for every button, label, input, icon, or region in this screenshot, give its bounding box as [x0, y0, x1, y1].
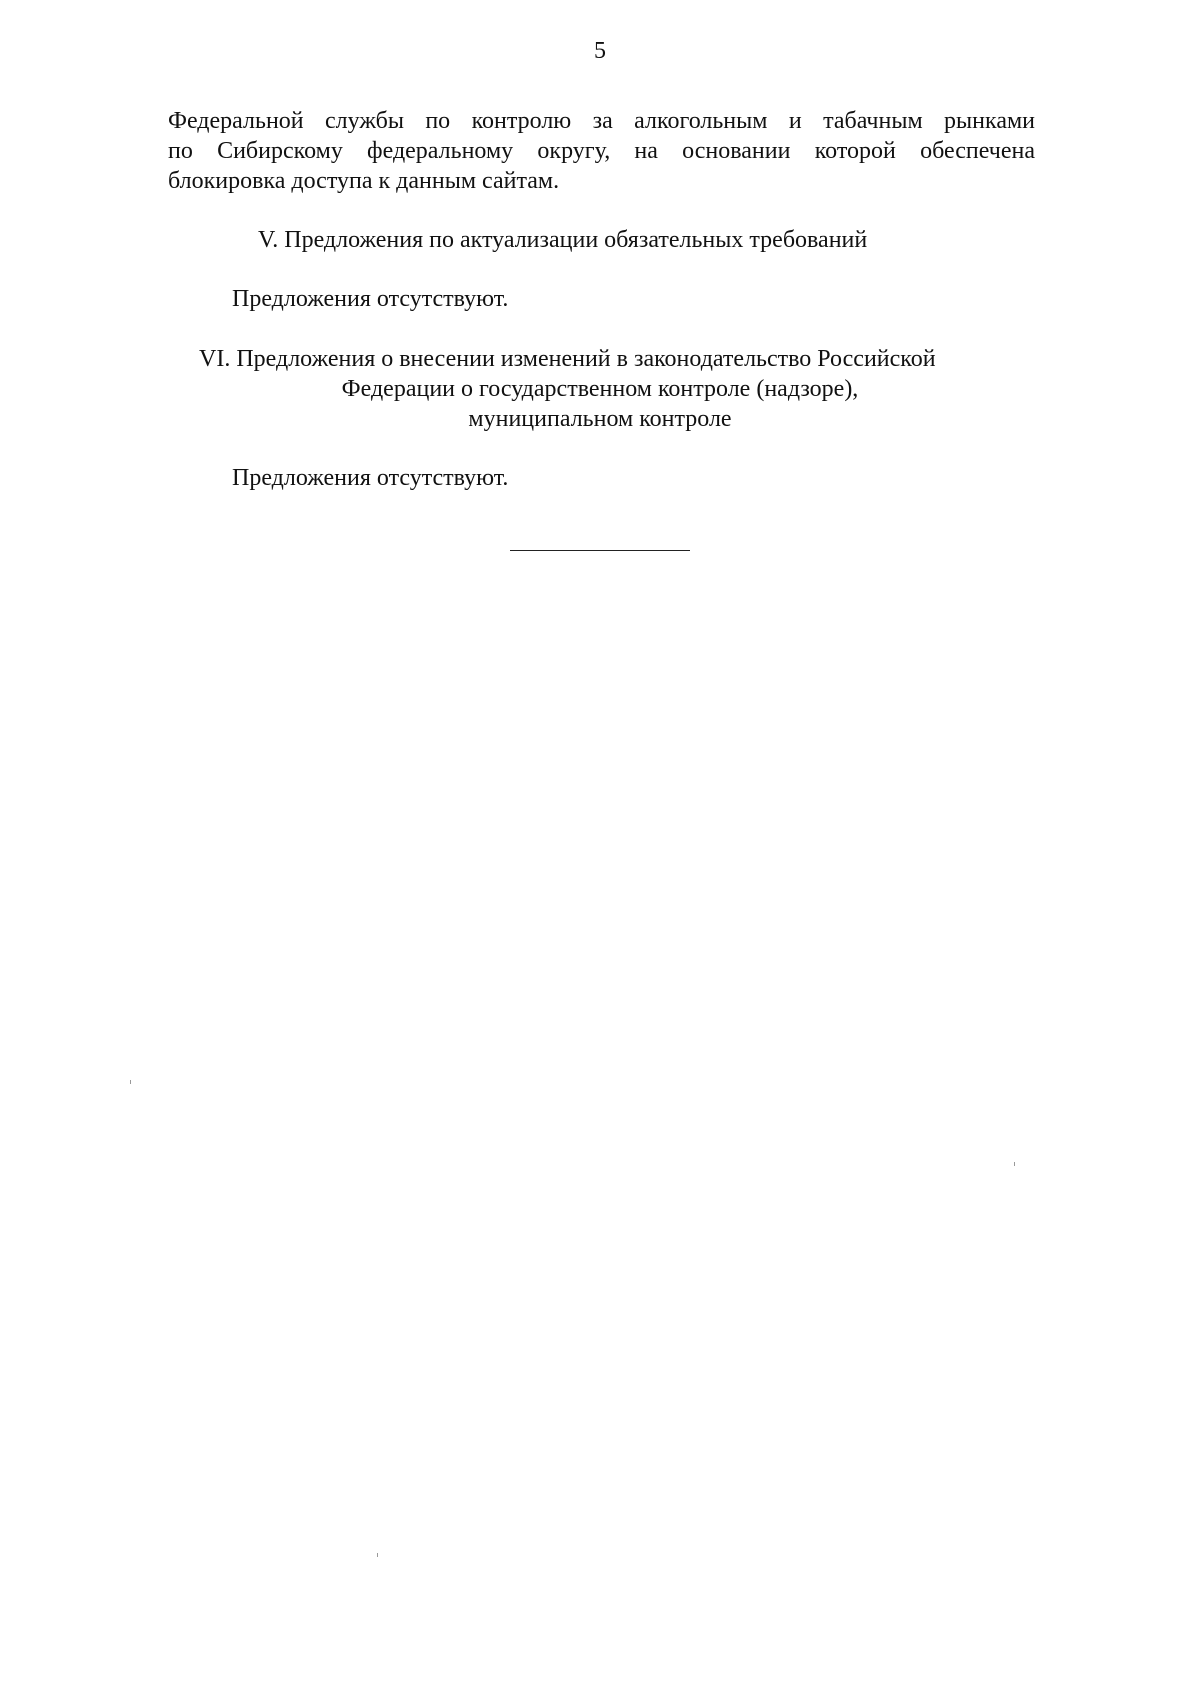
scan-speck — [377, 1553, 378, 1557]
paragraph-line: по Сибирскому федеральному округу, на основании которой обеспечена — [168, 138, 1035, 164]
paragraph-line: блокировка доступа к данным сайтам. — [168, 168, 560, 194]
section-vi-body: Предложения отсутствуют. — [232, 465, 509, 491]
section-vi-heading-line: Федерации о государственном контроле (надзоре), — [341, 376, 859, 402]
page-number: 5 — [594, 38, 606, 64]
paragraph-line: Федеральной службы по контролю за алкогольным и табачным рынками — [168, 108, 1035, 134]
section-v-heading: V. Предложения по актуализации обязательных требований — [258, 227, 868, 253]
end-divider — [510, 550, 690, 551]
section-vi-heading-line: VI. Предложения о внесении изменений в законодательство Российской — [199, 346, 936, 372]
section-v-body: Предложения отсутствуют. — [232, 286, 509, 312]
section-vi-heading-line: муниципальном контроле — [468, 406, 732, 432]
scan-speck — [130, 1080, 131, 1084]
scan-speck — [1014, 1162, 1015, 1166]
